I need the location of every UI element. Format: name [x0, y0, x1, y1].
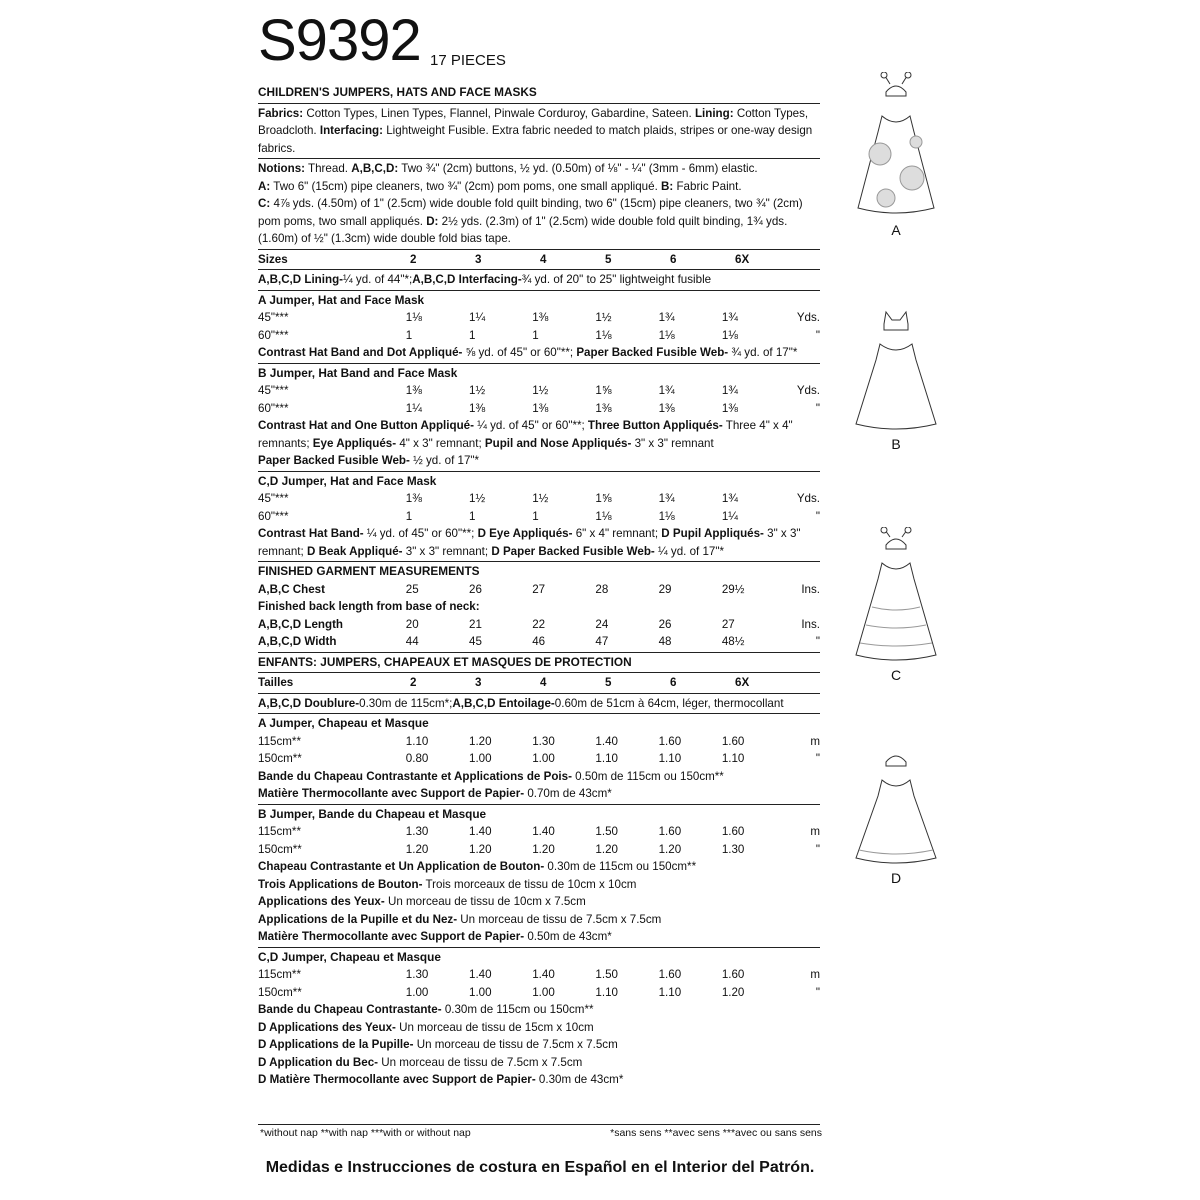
fr-sizes-row: Tailles 2 3 4 5 6 6X [258, 676, 750, 689]
spanish-note: Medidas e Instrucciones de costura en Español en el Interior del Patrón. [265, 1159, 815, 1176]
divider [258, 471, 820, 472]
back-length-note: Finished back length from base of neck: [258, 600, 480, 613]
fr-b-note: Chapeau Contrastante et Un Application de Bouton- 0.30m de 115cm ou 150cm** Trois Applications de Bouton- Trois morceaux de tissu de 10cm x 10cm Applications des Yeux- Un morceau de tissu de 10cm x 7.5cm Applications de la Pupille et du Nez- Un morceau de tissu de 7.5cm x 7.5cm Matière Thermocollante avec Support de Papier- 0.50m de 43cm* [258, 860, 697, 943]
view-label: D [890, 870, 902, 886]
fr-cd-note: Bande du Chapeau Contrastante- 0.30m de 115cm ou 150cm** D Applications des Yeux- Un morceau de tissu de 15cm x 10cm D Applications de la Pupille- Un morceau de tissu de 7.5cm x 7.5cm D Application du Bec- Un morceau de tissu de 7.5cm x 7.5cm D Matière Thermocollante avec Support de Papier- 0.30m de 43cm* [258, 1003, 624, 1086]
yardage-row: 150cm** 1.20 1.20 1.20 1.20 1.20 1.30 " [258, 842, 821, 856]
dress-d-icon [850, 746, 942, 870]
view-b-note: Contrast Hat and One Button Appliqué- ¼ yd. of 45" or 60"**; Three Button Appliqués- Three 4" x 4" remnants; Eye Appliqués- 4" x 3" remnant; Pupil and Nose Appliqués- 3" x 3" remnant Paper Backed Fusible Web- ½ yd. of 17"* [258, 419, 793, 467]
yardage-row: 150cm** 0.80 1.00 1.00 1.10 1.10 1.10 " [258, 752, 821, 765]
yardage-row: 115cm** 1.10 1.20 1.30 1.40 1.60 1.60 m [258, 734, 821, 748]
view-b-illustration [850, 306, 942, 452]
yardage-row: 115cm** 1.30 1.40 1.40 1.50 1.60 1.60 m [258, 968, 821, 981]
yardage-row: 45"*** 1⅜ 1½ 1½ 1⅝ 1¾ 1¾ Yds. [258, 384, 821, 397]
yardage-row: 150cm** 1.00 1.00 1.00 1.10 1.10 1.20 " [258, 985, 821, 999]
divider [258, 249, 820, 250]
fr-a-title: A Jumper, Chapeau et Masque [258, 716, 429, 730]
view-label: A [891, 222, 901, 238]
yardage-row: 45"*** 1⅜ 1½ 1½ 1⅝ 1¾ 1¾ Yds. [258, 492, 821, 505]
finished-title: FINISHED GARMENT MEASUREMENTS [258, 564, 480, 578]
pieces-count: 17 PIECES [430, 52, 506, 69]
sizes-row: Sizes 2 3 4 5 6 6X [258, 252, 750, 266]
footnote-en: *without nap **with nap ***with or without nap [260, 1127, 471, 1139]
measure-row: A,B,C Chest 25 26 27 28 29 29½ Ins. [258, 582, 821, 596]
divider [258, 290, 820, 291]
divider [258, 269, 820, 270]
divider [258, 713, 820, 714]
fr-a-note: Bande du Chapeau Contrastante et Applications de Pois- 0.50m de 115cm ou 150cm** Matière Thermocollante avec Support de Papier- 0.70m de 43cm* [258, 769, 724, 800]
lining-row: A,B,C,D Lining- ¼ yd. of 44"*; A,B,C,D Interfacing- ¾ yd. of 20" to 25" lightweight fusible [258, 273, 712, 286]
divider [258, 363, 820, 364]
divider [258, 693, 820, 694]
view-b-title: B Jumper, Hat Band and Face Mask [258, 365, 458, 380]
fr-lining-row: A,B,C,D Doublure- 0.30m de 115cm*; A,B,C,D Entoilage- 0.60m de 51cm à 64cm, léger, thermocollant [258, 696, 784, 710]
fr-b-title: B Jumper, Bande du Chapeau et Masque [258, 806, 487, 821]
view-cd-note: Contrast Hat Band- ¼ yd. of 45" or 60"**; D Eye Appliqués- 6" x 4" remnant; D Pupil Appliqués- 3" x 3" remnant; D Beak Appliqué- 3" x 3" remnant; D Paper Backed Fusible Web- ¼ yd. of 17"* [258, 527, 801, 558]
divider [258, 947, 820, 948]
yardage-row: 45"*** 1⅛ 1¼ 1⅜ 1½ 1¾ 1¾ Yds. [258, 311, 821, 324]
footnote-fr: *sans sens **avec sens ***avec ou sans sens [610, 1127, 822, 1139]
view-cd-title: C,D Jumper, Hat and Face Mask [258, 473, 437, 488]
fr-cd-title: C,D Jumper, Chapeau et Masque [258, 949, 441, 964]
view-c-illustration [850, 527, 942, 683]
view-a-title: A Jumper, Hat and Face Mask [258, 292, 425, 307]
divider [258, 103, 820, 104]
dress-a-icon [850, 72, 942, 222]
divider [258, 1124, 820, 1125]
fabrics-text: Fabrics: Cotton Types, Linen Types, Flannel, Pinwale Corduroy, Gabardine, Sateen. Lining: Cotton Types, Broadcloth. Interfacing: Lightweight Fusible. Extra fabric needed to match plaids, stripes or one-way design fabrics. [258, 106, 813, 155]
dress-b-icon [850, 306, 942, 436]
fr-title: ENFANTS: JUMPERS, CHAPEAUX ET MASQUES DE PROTECTION [258, 654, 632, 669]
divider [258, 804, 820, 805]
pattern-info [258, 84, 820, 1089]
divider [258, 652, 820, 653]
yardage-row: 60"*** 1 1 1 1⅛ 1⅛ 1¼ " [258, 509, 821, 523]
view-a-illustration [850, 72, 942, 238]
yardage-row: 115cm** 1.30 1.40 1.40 1.50 1.60 1.60 m [258, 825, 821, 838]
view-label: B [891, 436, 901, 452]
divider [258, 158, 820, 159]
footnotes [260, 1127, 822, 1139]
divider [258, 672, 820, 673]
view-d-illustration [850, 746, 942, 886]
divider [258, 561, 820, 562]
measure-row: A,B,C,D Length 20 21 22 24 26 27 Ins. [258, 617, 821, 631]
notions-text: Notions: Thread. A,B,C,D: Two ¾" (2cm) buttons, ½ yd. (0.50m) of ⅛" - ¼" (3mm - 6mm) elastic. A: Two 6" (15cm) pipe cleaners, two ¾" (2cm) pom poms, one small appliqué. B: Fabric Paint. C: 4⅞ yds. (4.50m) of 1" (2.5cm) wide double fold quilt binding, two 6" (15cm) pipe cleaners, two ¾" (2cm) pom poms, two small appliqués. D: 2½ yds. (2.3m) of 1" (2.5cm) wide double fold quilt binding, 1¾ yds. (1.60m) of ½" (1.3cm) wide double fold bias tape. [258, 162, 803, 245]
measure-row: A,B,C,D Width 44 45 46 47 48 48½ " [258, 635, 821, 648]
yardage-row: 60"*** 1¼ 1⅜ 1⅜ 1⅜ 1⅜ 1⅜ " [258, 401, 821, 415]
yardage-row: 60"*** 1 1 1 1⅛ 1⅛ 1⅛ " [258, 328, 821, 342]
dress-c-icon [850, 527, 942, 667]
section-title: CHILDREN'S JUMPERS, HATS AND FACE MASKS [258, 85, 537, 99]
pattern-number: S9392 [258, 8, 421, 73]
view-label: C [890, 667, 902, 683]
view-a-note: Contrast Hat Band and Dot Appliqué- ⅝ yd. of 45" or 60"**; Paper Backed Fusible Web- ¾ yd. of 17"* [258, 346, 798, 359]
